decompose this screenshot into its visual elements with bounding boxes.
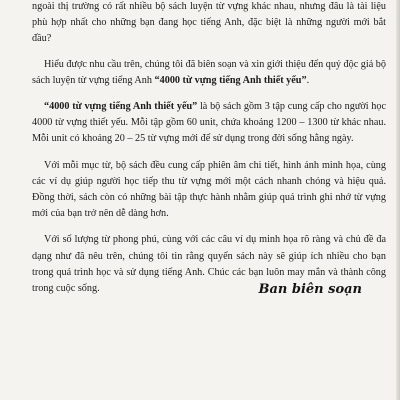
paragraph-book-structure-text: là bộ sách gồm 3 tập cung cấp cho người học 4000 từ vựng thiết yếu. Mỗi tập gồm 60 unit, chứa khoảng 1200 – 1300 từ khác nhau. Mỗi unit có khoảng 20 – 25 từ vựng mới để sử dụng trong đời sống hằng ngày. — [32, 101, 387, 145]
paragraph-introduction — [32, 57, 386, 89]
paragraph-features: Với mỗi mục từ, bộ sách đều cung cấp phiên âm chi tiết, hình ảnh minh họa, cùng các ví dụ giúp người học tiếp thu từ vựng mới một cách nhanh chóng và hiệu quả. Đồng thời, sách còn có những bài tập thực hành nhằm giúp quá trình ghi nhớ từ vựng mới của bạn trở nên dễ dàng hơn. — [32, 159, 386, 220]
signature: Ban biên soạn — [258, 282, 362, 297]
paragraph-introduction-text: Hiểu được nhu cầu trên, chúng tôi đã biên soạn và xin giới thiệu đến quý độc giả bộ sách luyện từ vựng tiếng Anh — [32, 58, 386, 86]
paragraph-introduction-end: . — [306, 74, 310, 86]
paragraph-intro: ngoài thị trường có rất nhiều bộ sách luyện từ vựng khác nhau, nhưng đâu là tài liệu phù hợp nhất cho những bạn đang học tiếng Anh, đặc biệt là những người mới bắt đầu? — [32, 1, 386, 45]
page-edge — [396, 0, 400, 400]
paragraph-closing: Với số lượng từ phong phú, cùng với các câu ví dụ minh họa rõ ràng và chủ đề đa dạng như đã nêu trên, chúng tôi tin rằng quyển sách này sẽ giúp ích nhiều cho bạn trong quá trình học và sử dụng tiếng Anh. Chúc các bạn luôn may mắn và thành công trong cuộc sống. — [32, 234, 386, 295]
book-title-bold: “4000 từ vựng tiếng Anh thiết yếu” — [154, 74, 307, 86]
paragraph-book-structure — [32, 99, 386, 148]
book-title-bold-2: “4000 từ vựng tiếng Anh thiết yếu” — [44, 101, 198, 113]
